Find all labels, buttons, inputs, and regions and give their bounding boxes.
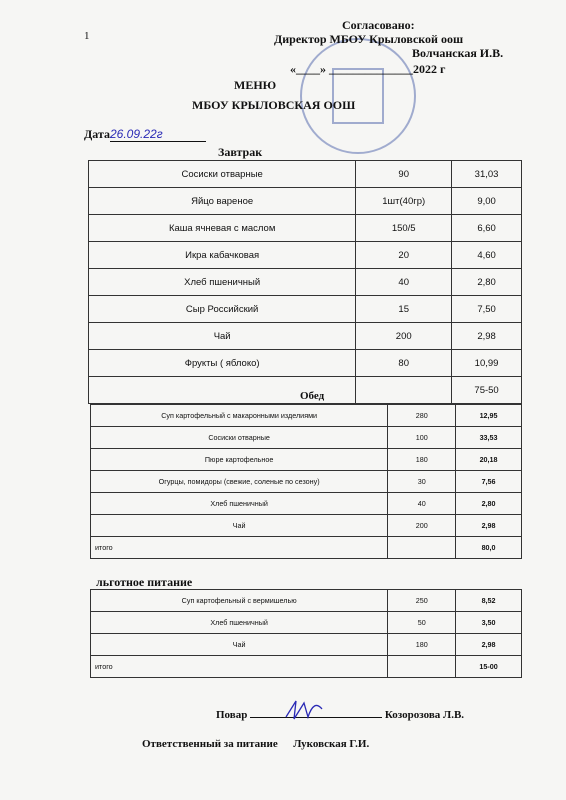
lunch-table — [90, 404, 522, 559]
lunch-row — [91, 471, 522, 493]
price-cell: 2,98 — [452, 323, 522, 350]
breakfast-row — [89, 269, 522, 296]
breakfast-row — [89, 215, 522, 242]
portion-cell: 100 — [388, 427, 456, 449]
lunch-row — [91, 427, 522, 449]
name-cell: Яйцо вареное — [89, 188, 356, 215]
name-cell: итого — [91, 537, 388, 559]
price-cell: 8,52 — [456, 590, 522, 612]
benefit-row — [91, 590, 522, 612]
portion-cell: 150/5 — [356, 215, 452, 242]
portion-cell — [356, 377, 452, 404]
portion-cell: 50 — [388, 612, 456, 634]
price-cell: 15-00 — [456, 656, 522, 678]
name-cell: итого — [91, 656, 388, 678]
name-cell: Пюре картофельное — [91, 449, 388, 471]
name-cell: Сосиски отварные — [89, 161, 356, 188]
breakfast-title: Завтрак — [218, 145, 263, 159]
school-name: МБОУ КРЫЛОВСКАЯ ООШ — [192, 98, 356, 112]
breakfast-row — [89, 296, 522, 323]
benefit-row — [91, 612, 522, 634]
name-cell: Каша ячневая с маслом — [89, 215, 356, 242]
benefit-table — [90, 589, 522, 678]
portion-cell — [388, 656, 456, 678]
breakfast-row — [89, 350, 522, 377]
portion-cell: 40 — [388, 493, 456, 515]
portion-cell: 180 — [388, 634, 456, 656]
name-cell: Хлеб пшеничный — [89, 269, 356, 296]
breakfast-row — [89, 323, 522, 350]
approval-position: Директор МБОУ Крыловской оош — [274, 32, 464, 46]
name-cell: Сыр Российский — [89, 296, 356, 323]
price-cell: 2,80 — [452, 269, 522, 296]
price-cell: 2,80 — [456, 493, 522, 515]
name-cell: Огурцы, помидоры (свежие, соленые по сезону) — [91, 471, 388, 493]
lunch-row — [91, 537, 522, 559]
cook-label: Повар — [216, 709, 248, 721]
name-cell: Сосиски отварные — [91, 427, 388, 449]
lunch-row — [91, 449, 522, 471]
benefit-title: льготное питание — [96, 575, 193, 589]
name-cell: Чай — [89, 323, 356, 350]
portion-cell: 1шт(40гр) — [356, 188, 452, 215]
lunch-title: Обед — [300, 390, 325, 402]
breakfast-table — [88, 160, 522, 404]
name-cell: Суп картофельный с вермишелью — [91, 590, 388, 612]
cook-signature — [282, 695, 326, 725]
lunch-row — [91, 493, 522, 515]
price-cell: 7,50 — [452, 296, 522, 323]
responsible-label: Ответственный за питание — [142, 738, 278, 750]
responsible-name: Луковская Г.И. — [293, 738, 370, 750]
portion-cell: 200 — [356, 323, 452, 350]
price-cell: 33,53 — [456, 427, 522, 449]
approval-title: Согласовано: — [342, 18, 415, 32]
price-cell: 20,18 — [456, 449, 522, 471]
school-stamp — [300, 38, 416, 154]
benefit-row — [91, 634, 522, 656]
benefit-row — [91, 656, 522, 678]
price-cell: 80,0 — [456, 537, 522, 559]
portion-cell: 90 — [356, 161, 452, 188]
price-cell: 4,60 — [452, 242, 522, 269]
portion-cell: 20 — [356, 242, 452, 269]
approval-name: Волчанская И.В. — [412, 46, 504, 60]
portion-cell: 200 — [388, 515, 456, 537]
date-label: Дата26.09.22г — [84, 127, 206, 142]
portion-cell: 40 — [356, 269, 452, 296]
price-cell: 9,00 — [452, 188, 522, 215]
cook-name: Козорозова Л.В. — [384, 709, 465, 721]
portion-cell: 80 — [356, 350, 452, 377]
name-cell: Суп картофельный с макаронными изделиями — [91, 405, 388, 427]
breakfast-row — [89, 161, 522, 188]
lunch-row — [91, 515, 522, 537]
date-value: 26.09.22г — [110, 127, 206, 142]
cook-signature-row — [216, 707, 464, 721]
responsible-signature-row — [142, 738, 369, 750]
price-cell: 6,60 — [452, 215, 522, 242]
menu-title: МЕНЮ — [234, 78, 277, 92]
breakfast-row — [89, 188, 522, 215]
portion-cell — [388, 537, 456, 559]
portion-cell: 280 — [388, 405, 456, 427]
portion-cell: 15 — [356, 296, 452, 323]
name-cell: Чай — [91, 515, 388, 537]
price-cell: 3,50 — [456, 612, 522, 634]
price-cell: 2,98 — [456, 515, 522, 537]
price-cell: 75-50 — [452, 377, 522, 404]
price-cell: 12,95 — [456, 405, 522, 427]
breakfast-row — [89, 242, 522, 269]
price-cell: 2,98 — [456, 634, 522, 656]
page-number: 1 — [84, 30, 90, 42]
portion-cell: 30 — [388, 471, 456, 493]
price-cell: 7,56 — [456, 471, 522, 493]
name-cell: Фрукты ( яблоко) — [89, 350, 356, 377]
price-cell: 31,03 — [452, 161, 522, 188]
portion-cell: 250 — [388, 590, 456, 612]
portion-cell: 180 — [388, 449, 456, 471]
price-cell: 10,99 — [452, 350, 522, 377]
approval-date-line: «____» ______________2022 г — [290, 62, 446, 76]
name-cell: Хлеб пшеничный — [91, 493, 388, 515]
lunch-row — [91, 405, 522, 427]
name-cell: Икра кабачковая — [89, 242, 356, 269]
name-cell: Хлеб пшеничный — [91, 612, 388, 634]
name-cell: Чай — [91, 634, 388, 656]
